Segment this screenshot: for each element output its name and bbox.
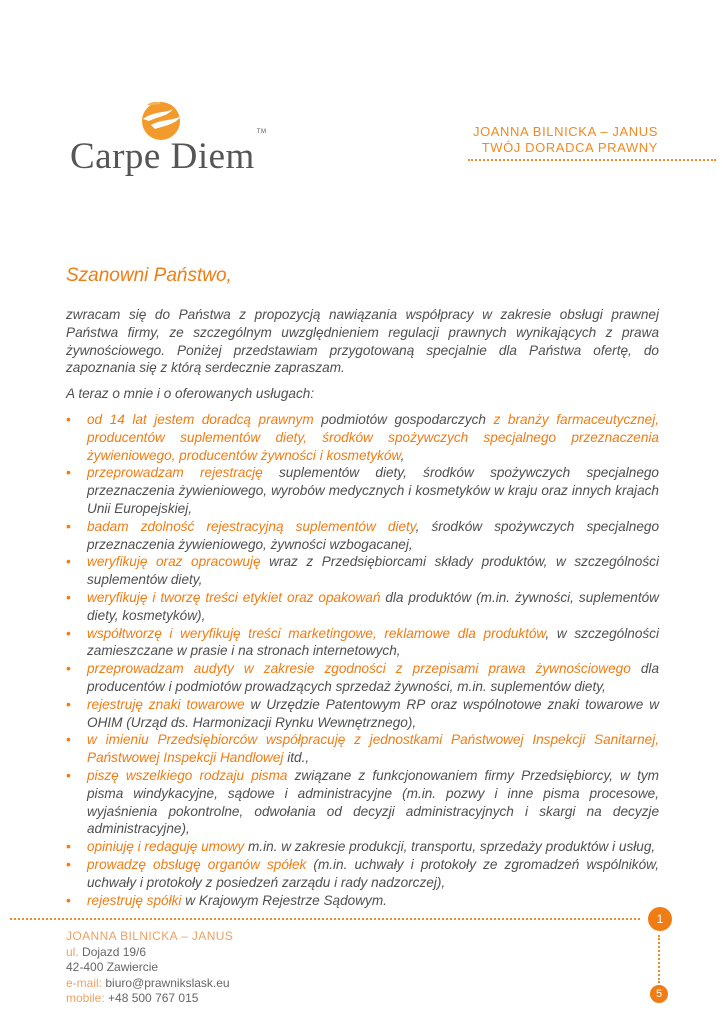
- service-text-part: przeprowadzam audyty w zakresie zgodności z przepisami prawa żywnościowego: [87, 661, 631, 677]
- footer-city: 42-400 Zawiercie: [66, 960, 159, 974]
- services-lead: A teraz o mnie i o oferowanych usługach:: [66, 386, 315, 402]
- service-item: [66, 696, 659, 732]
- service-text-part: opiniuję i redaguję umowy: [87, 839, 245, 855]
- service-text-part: podmiotów gospodarczych: [313, 411, 494, 427]
- service-text-part: wraz z Przedsiębiorcami składy produktów, w szczególności suplementów diety,: [87, 554, 659, 588]
- service-item: [66, 892, 659, 910]
- phone-link[interactable]: +48 500 767 015: [104, 991, 199, 1005]
- service-item: [66, 464, 659, 517]
- service-text-part: , środków spożywczych specjalnego przeznaczenia żywieniowego, żywności wzbogacanej,: [87, 518, 660, 552]
- service-text-part: z branży farmaceutycznej, producentów suplementów diety, środków spożywczych specjalnego przeznaczenia żywieniowego, producentów żywności i kosmetyków: [87, 411, 659, 463]
- service-text-part: od 14 lat jestem doradcą prawnym: [87, 411, 314, 427]
- service-item: [66, 518, 659, 554]
- pagination-dotted-line: [658, 935, 660, 983]
- service-text-part: badam zdolność rejestracyjną suplementów diety: [87, 518, 416, 534]
- email-link[interactable]: biuro@prawnikslask.eu: [102, 975, 230, 990]
- letter-intro: zwracam się do Państwa z propozycją nawiązania współpracy w zakresie obsługi prawnej Państwa firmy, ze szczególnym uwzględnieniem regulacji prawnych wynikających z prawa żywnościowego. Poniżej przedstawiam przygotowaną specjalnie dla Państwa ofertę, do zapoznania się z którą serdecznie zapraszam.: [66, 307, 659, 376]
- service-item: [66, 411, 659, 464]
- service-text-part: rejestruję znaki towarowe: [87, 696, 245, 712]
- service-item: [66, 731, 659, 767]
- service-text-part: (m.in. uchwały i protokoły ze zgromadzeń wspólników, uchwały i protokoły z posiedzeń zarządu i rady nadzorczej),: [87, 856, 659, 890]
- header-dotted-divider: [468, 159, 716, 161]
- service-text-part: rejestruję spółki: [87, 892, 182, 908]
- page-total-badge: 5: [650, 985, 668, 1003]
- footer-mobile: mobile: +48 500 767 015: [66, 991, 199, 1005]
- service-item: [66, 660, 659, 696]
- service-item: [66, 589, 659, 625]
- service-text-part: prowadzę obsługę organów spółek: [87, 856, 307, 872]
- service-text-part: weryfikuję oraz opracowuję: [87, 554, 261, 570]
- advisor-header: [473, 124, 658, 156]
- footer-email: e-mail: biuro@prawnikslask.eu: [66, 975, 230, 990]
- page-number-badge: 1: [648, 907, 672, 931]
- letter-greeting: Szanowni Państwo,: [66, 265, 232, 286]
- service-text-part: w Urzędzie Patentowym RP oraz wspólnotowe znaki towarowe w OHIM (Urząd ds. Harmonizacji Rynku Wewnętrznego),: [87, 696, 660, 730]
- service-text-part: dla produktów (m.in. żywności, suplementów diety, kosmetyków),: [87, 589, 660, 623]
- advisor-name: JOANNA BILNICKA – JANUS: [472, 124, 658, 139]
- company-logo: [66, 95, 266, 180]
- service-text-part: itd.,: [283, 750, 310, 766]
- service-item: [66, 553, 659, 589]
- advisor-title: TWÓJ DORADCA PRAWNY: [481, 140, 658, 155]
- service-text-part: ,: [400, 447, 405, 463]
- service-item: [66, 856, 659, 892]
- footer-dotted-divider: [10, 918, 640, 920]
- service-text-part: w Krajowym Rejestrze Sądowym.: [181, 892, 387, 908]
- service-text-part: współtworzę i weryfikuję treści marketingowe, reklamowe dla produktów: [87, 625, 546, 641]
- service-item: [66, 625, 659, 661]
- service-text-part: weryfikuję i tworzę treści etykiet oraz opakowań: [87, 589, 381, 605]
- letter-body: [66, 306, 659, 909]
- service-text-part: piszę wszelkiego rodzaju pisma: [87, 767, 288, 783]
- service-text-part: dla producentów i podmiotów prowadzących sprzedaż żywności, m.in. suplementów diety,: [87, 661, 659, 694]
- service-text-part: suplementów diety, środków spożywczych specjalnego przeznaczenia żywieniowego, wyrobów medycznych i kosmetyków w kraju oraz innych krajach Unii Europejskiej,: [87, 465, 659, 516]
- service-text-part: , w szczególności zamieszczane w prasie i na stronach internetowych,: [87, 625, 659, 659]
- service-text-part: związane z funkcjonowaniem firmy Przedsiębiorcy, w tym pisma windykacyjne, sądowe i administracyjne (m.in. pozwy i inne pisma procesowe, wyjaśnienia pokontrolne, odwołania od decyzji administracyjnych i skargi na decyzje administracyjne),: [87, 767, 660, 837]
- service-item: [66, 838, 659, 856]
- footer-address: ul. Dojazd 19/6: [66, 944, 147, 959]
- service-text-part: m.in. w zakresie produkcji, transportu, sprzedaży produktów i usług,: [244, 839, 656, 855]
- services-list: [66, 411, 659, 909]
- footer-contact: [66, 929, 233, 1007]
- service-text-part: przeprowadzam rejestrację: [87, 465, 263, 481]
- logo-wordmark: Carpe Diem™: [70, 128, 267, 177]
- service-item: [66, 767, 659, 838]
- service-text-part: w imieniu Przedsiębiorców współpracuję z jednostkami Państwowej Inspekcji Sanitarnej, Państwowej Inspekcji Handlowej: [87, 732, 659, 766]
- footer-name: JOANNA BILNICKA – JANUS: [66, 929, 234, 943]
